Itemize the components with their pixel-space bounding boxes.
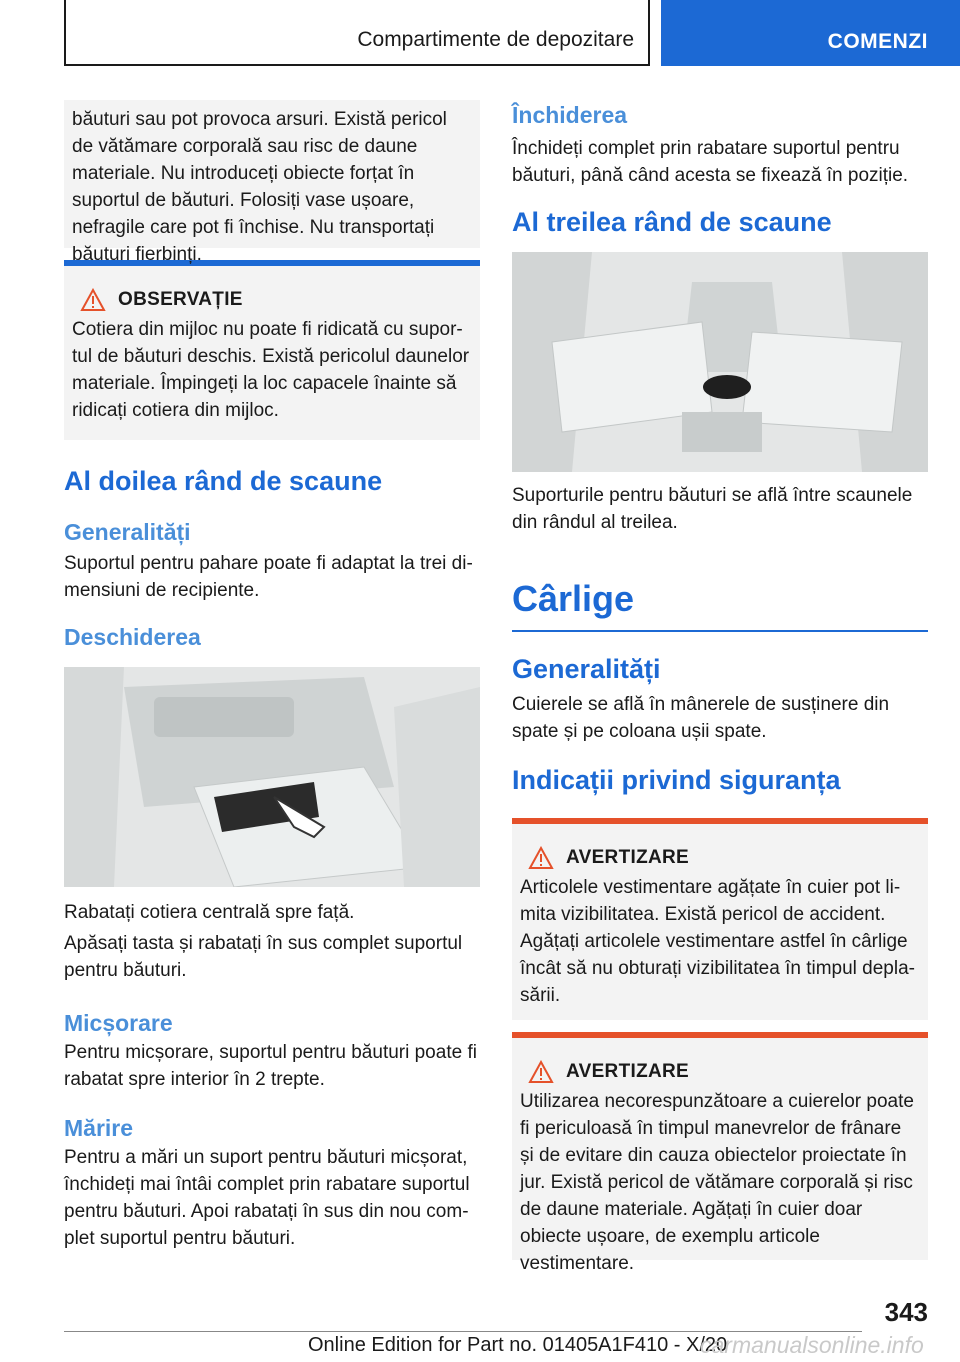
closing-text: Închideți complet prin rabatare suportul pentru băuturi, până când acesta se fixează în poziție. <box>512 138 909 186</box>
second-row-heading: Al doilea rând de scaune <box>64 466 383 496</box>
right-column <box>512 100 928 1274</box>
page-number: 343 <box>884 1297 928 1327</box>
general-heading-right: Generalități <box>512 654 661 684</box>
general-text-right: Cuierele se află în mânerele de susținere din spate și pe coloana ușii spate. <box>512 694 890 742</box>
header-section-box <box>64 0 650 66</box>
caution-continuation-text: băuturi sau pot provoca arsuri. Există pericol de vătămare corporală sau risc de daune materiale. Nu introduceți obiecte forțat în suportul de băuturi. Folosiți vase ușoare, nefragile care pot fi închise. Nu transportați băuturi fierbinți. <box>72 109 447 265</box>
header-tab-comenzi[interactable] <box>661 0 960 66</box>
notice-box <box>64 266 480 440</box>
warning-1-box <box>512 824 928 1020</box>
warning-2-box <box>512 1038 928 1274</box>
reduce-text: Pentru micșorare, suportul pentru băuturi poate fi rabatat spre interior în 2 trepte. <box>64 1042 477 1090</box>
warning-1-text: Articolele vestimentare agățate în cuier pot limita vizibilitatea. Există pericol de accident. Agățați articolele vestimentare astfel în cârlige încât să nu obturați vizibilitatea în timpul deplasării. <box>520 877 915 1006</box>
third-row-photo <box>512 252 928 472</box>
warning-triangle-icon <box>528 1060 554 1084</box>
third-row-caption: Suporturile pentru băuturi se află între scaunele din rândul al treilea. <box>512 485 913 533</box>
enlarge-text: Pentru a mări un suport pentru băuturi micșorat, închideți mai întâi complet prin rabatare suportul pentru băuturi. Apoi rabatați în sus din nou complet suportul pentru băuturi. <box>64 1147 470 1249</box>
safety-heading: Indicații privind siguranța <box>512 765 841 795</box>
warning-triangle-icon <box>80 288 106 312</box>
caution-continuation-box <box>64 100 480 265</box>
warning-1-label: AVERTIZARE <box>566 847 689 868</box>
notice-label: OBSERVAȚIE <box>118 289 243 310</box>
general-text-left: Suportul pentru pahare poate fi adaptat la trei dimensiuni de recipiente. <box>64 553 473 601</box>
closing-heading: Închiderea <box>512 102 628 128</box>
reduce-heading: Micșorare <box>64 1010 173 1036</box>
third-row-heading: Al treilea rând de scaune <box>512 207 832 237</box>
chapter-heading-hooks: Cârlige <box>512 578 928 632</box>
warning-triangle-icon <box>528 846 554 870</box>
armrest-photo <box>64 667 480 887</box>
header-tab-label: COMENZI <box>827 30 928 53</box>
opening-step-1: Rabatați cotiera centrală spre față. <box>64 902 355 923</box>
enlarge-heading: Mărire <box>64 1115 134 1141</box>
general-heading-left: Generalități <box>64 519 191 545</box>
warning-2-text: Utilizarea necorespunzătoare a cuierelor poate fi periculoasă în timpul manevrelor de frânare și de evitare din cauza obiectelor proiectate în jur. Există pericol de vătămare corporală și risc de daune materiale. Agățați în cuier doar obiecte ușoare, de exemplu articole vestimentare. <box>520 1091 914 1274</box>
armrest-illustration <box>64 667 480 887</box>
opening-heading: Deschiderea <box>64 624 201 650</box>
opening-step-2: Apăsați tasta și rabatați în sus complet suportul pentru băuturi. <box>64 933 463 981</box>
warning-2-label: AVERTIZARE <box>566 1061 689 1082</box>
third-row-illustration <box>512 252 928 472</box>
footer-watermark: carmanualsonline.info <box>700 1332 924 1358</box>
footer-edition-text: Online Edition for Part no. 01405A1F410 - X/20 <box>308 1334 728 1356</box>
left-column <box>64 100 480 1252</box>
notice-text: Cotiera din mijloc nu poate fi ridicată cu suportul de băuturi deschis. Există pericolul daunelor materiale. Împingeți la loc capacele înainte să ridicați cotiera din mijloc. <box>72 319 470 421</box>
header-section-title: Compartimente de depozitare <box>357 28 634 51</box>
